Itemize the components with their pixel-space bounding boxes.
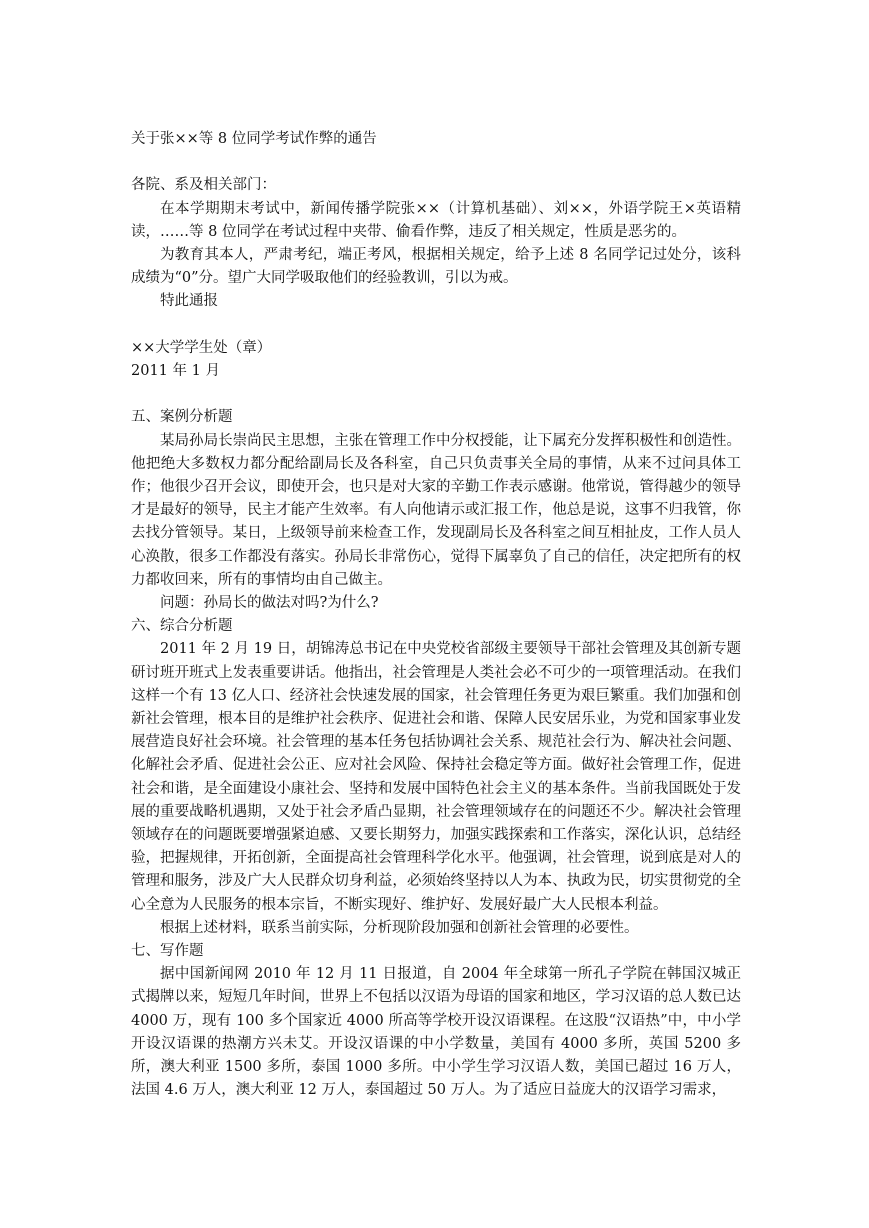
section6-question: 根据上述材料，联系当前实际，分析现阶段加强和创新社会管理的必要性。 <box>160 919 639 936</box>
section6-heading: 六、综合分析题 <box>131 618 233 635</box>
blank-line <box>131 314 741 337</box>
notice-salutation: 各院、系及相关部门： <box>131 177 276 194</box>
section7-paragraph: 据中国新闻网 2010 年 12 月 11 日报道，自 2004 年全球第一所孔子学院在韩国汉城正式揭牌以来，短短几年时间，世界上不包括以汉语为母语的国家和地区，学习汉语的总人数已达 4000 万，现有 100 多个国家近 4000 所高等学校开设汉语课程。在这股“汉语热”中，中小学开设汉语课的热潮方兴未艾。开设汉语课的中小学数量，美国有 4000 多所，英国 5200 多所，澳大利亚 1500 多所，泰国 1000 多所。中小学生学习汉语人数，美国已超过 16 万人，法国 4.6 万人，澳大利亚 12 万人，泰国超过 50 万人。为了适应日益庞大的汉语学习需求， <box>131 966 741 1099</box>
blank-line <box>131 151 741 174</box>
section7-heading: 七、写作题 <box>131 942 204 959</box>
notice-date: 2011 年 1 月 <box>131 362 220 379</box>
notice-paragraph-1: 在本学期期末考试中，新闻传播学院张××（计算机基础）、刘××，外语学院王×英语精读，……等 8 位同学在考试过程中夹带、偷看作弊，违反了相关规定，性质是恶劣的。 <box>131 200 741 240</box>
blank-line <box>131 383 741 406</box>
section5-paragraph: 某局孙局长崇尚民主思想，主张在管理工作中分权授能，让下属充分发挥积极性和创造性。他把绝大多数权力都分配给副局长及各科室，自己只负责事关全局的事情，从来不过问具体工作；他很少召开会议，即使开会，也只是对大家的辛勤工作表示感谢。他常说，管得越少的领导才是最好的领导，民主才能产生效率。有人向他请示或汇报工作，他总是说，这事不归我管，你去找分管领导。某日，上级领导前来检查工作，发现副局长及各科室之间互相扯皮，工作人员人心涣散，很多工作都没有落实。孙局长非常伤心，觉得下属辜负了自己的信任，决定把所有的权力都收回来，所有的事情均由自己做主。 <box>131 432 741 588</box>
notice-paragraph-2: 为教育其本人，严肃考纪，端正考风，根据相关规定，给予上述 8 名同学记过处分，该科成绩为“0”分。望广大同学吸取他们的经验教训，引以为戒。 <box>131 246 741 287</box>
section5-heading: 五、案例分析题 <box>131 409 233 426</box>
document-body <box>131 128 741 1102</box>
section5-question: 问题：孙局长的做法对吗?为什么? <box>160 594 379 611</box>
notice-closing: 特此通报 <box>160 293 218 310</box>
notice-title: 关于张××等 8 位同学考试作弊的通告 <box>131 131 377 147</box>
notice-signature: ××大学学生处（章） <box>131 339 272 356</box>
section6-paragraph: 2011 年 2 月 19 日，胡锦涛总书记在中央党校省部级主要领导干部社会管理及其创新专题研讨班开班式上发表重要讲话。他指出，社会管理是人类社会必不可少的一项管理活动。在我们这样一个有 13 亿人口、经济社会快速发展的国家，社会管理任务更为艰巨繁重。我们加强和创新社会管理，根本目的是维护社会秩序、促进社会和谐、保障人民安居乐业，为党和国家事业发展营造良好社会环境。社会管理的基本任务包括协调社会关系、规范社会行为、解决社会问题、化解社会矛盾、促进社会公正、应对社会风险、保持社会稳定等方面。做好社会管理工作，促进社会和谐，是全面建设小康社会、坚持和发展中国特色社会主义的基本条件。当前我国既处于发展的重要战略机遇期，又处于社会矛盾凸显期，社会管理领域存在的问题还不少。解决社会管理领域存在的问题既要增强紧迫感、又要长期努力，加强实践探索和工作落实，深化认识，总结经验，把握规律，开拓创新，全面提高社会管理科学化水平。他强调，社会管理，说到底是对人的管理和服务，涉及广大人民群众切身利益，必须始终坚持以人为本、执政为民，切实贯彻党的全心全意为人民服务的根本宗旨，不断实现好、维护好、发展好最广大人民根本利益。 <box>131 641 741 913</box>
